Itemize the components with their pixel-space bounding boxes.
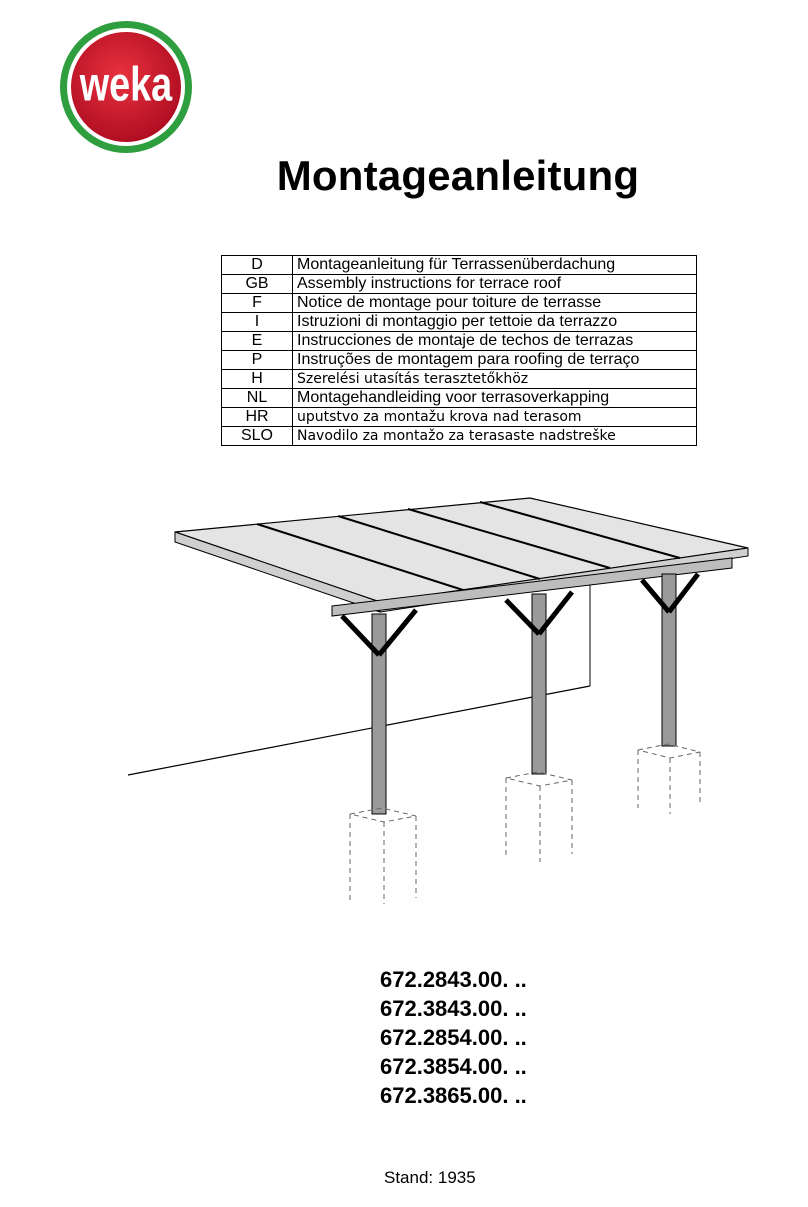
table-row	[222, 389, 697, 408]
lang-text: Assembly instructions for terrace roof	[293, 275, 697, 294]
model-number: 672.3865.00. ..	[380, 1083, 527, 1108]
lang-text: Szerelési utasítás terasztetőkhöz	[293, 370, 697, 389]
language-table	[221, 255, 697, 446]
model-number: 672.2843.00. ..	[380, 967, 527, 992]
lang-text: Montageanleitung für Terrassenüberdachung	[293, 256, 697, 275]
lang-code: F	[222, 294, 293, 313]
page-title: Montageanleitung	[276, 152, 640, 199]
lang-text: Instrucciones de montaje de techos de terrazas	[293, 332, 697, 351]
weka-logo	[58, 20, 194, 154]
model-number: 672.2854.00. ..	[380, 1025, 527, 1050]
table-row	[222, 332, 697, 351]
table-row	[222, 370, 697, 389]
table-row	[222, 275, 697, 294]
lang-text: Montagehandleiding voor terrasoverkapping	[293, 389, 697, 408]
lang-code: E	[222, 332, 293, 351]
table-row	[222, 313, 697, 332]
model-number: 672.3854.00. ..	[380, 1054, 527, 1079]
model-numbers	[380, 965, 527, 1110]
table-row	[222, 294, 697, 313]
table-row	[222, 408, 697, 427]
table-row	[222, 256, 697, 275]
lang-code: P	[222, 351, 293, 370]
logo-text: weka	[79, 58, 173, 112]
lang-code: SLO	[222, 427, 293, 446]
table-row	[222, 351, 697, 370]
lang-text: Instruções de montagem para roofing de terraço	[293, 351, 697, 370]
lang-code: HR	[222, 408, 293, 427]
table-row	[222, 427, 697, 446]
lang-text: uputstvo za montažu krova nad terasom	[293, 408, 697, 427]
lang-code: H	[222, 370, 293, 389]
terrace-roof-illustration	[120, 490, 760, 910]
lang-code: D	[222, 256, 293, 275]
model-number: 672.3843.00. ..	[380, 996, 527, 1021]
stand-label: Stand: 1935	[384, 1168, 476, 1187]
lang-code: GB	[222, 275, 293, 294]
lang-text: Navodilo za montažo za terasaste nadstreške	[293, 427, 697, 446]
lang-code: NL	[222, 389, 293, 408]
lang-text: Notice de montage pour toiture de terrasse	[293, 294, 697, 313]
lang-text: Istruzioni di montaggio per tettoie da terrazzo	[293, 313, 697, 332]
lang-code: I	[222, 313, 293, 332]
